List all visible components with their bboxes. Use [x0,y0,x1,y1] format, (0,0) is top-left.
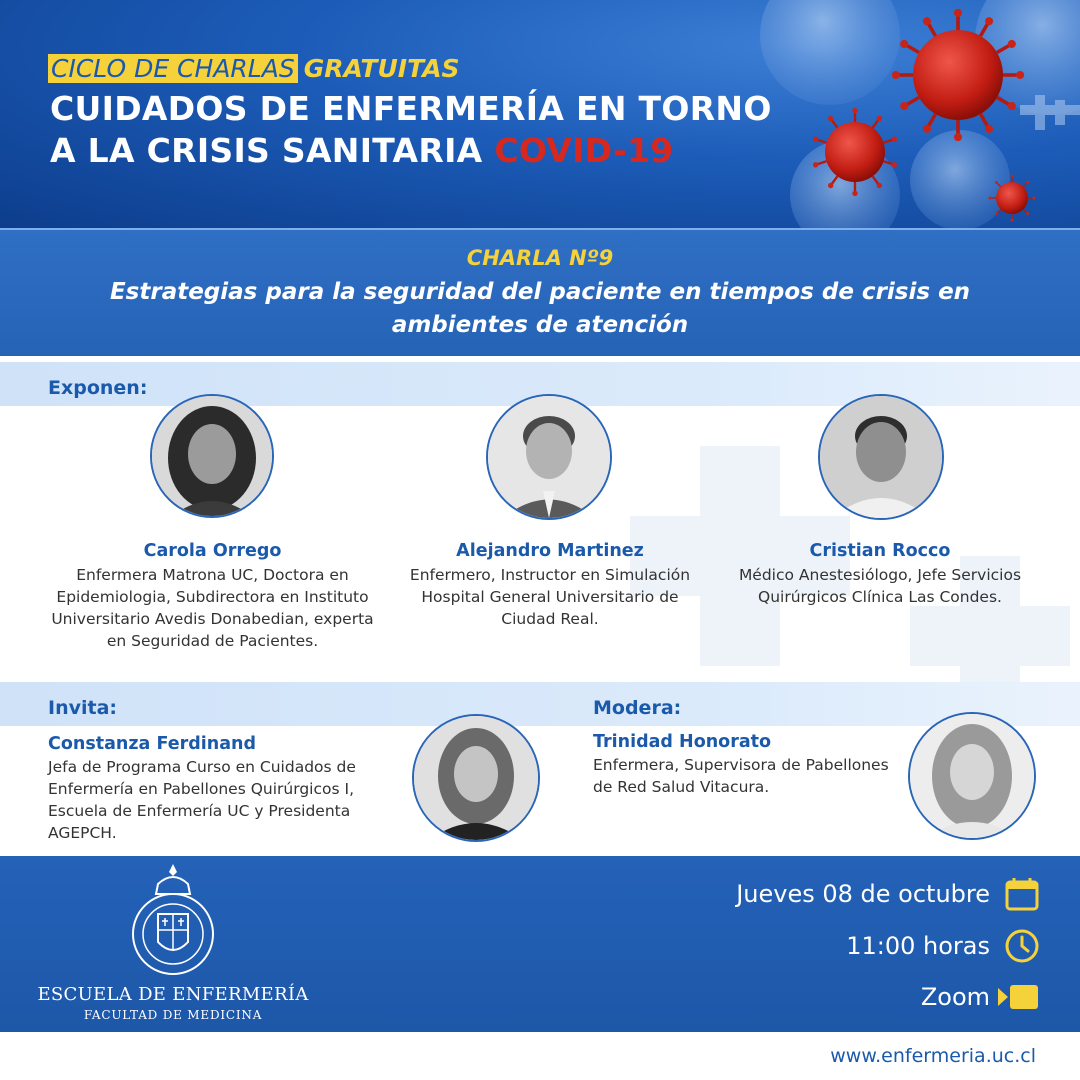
speaker-description: Enfermero, Instructor en Simulación Hospital General Universitario de Ciudad Real. [409,566,691,628]
background-cross [910,606,1070,666]
title-covid: COVID-19 [494,131,674,170]
faculty-name: FACULTAD DE MEDICINA [83,1008,263,1022]
event-platform [921,982,1040,1012]
header-banner [0,0,1080,228]
speaker-description: Médico Anestesiólogo, Jefe Servicios Quirúrgicos Clínica Las Condes. [738,566,1022,606]
host-photo [412,714,540,842]
university-crest [128,862,218,982]
talk-title: Estrategias para la seguridad del paciente en tiempos de crisis en ambientes de atención [109,279,971,338]
series-highlight: CICLO DE CHARLAS [48,54,298,83]
url-bar [0,1032,1080,1080]
host-name: Constanza Ferdinand [48,734,256,754]
main-title [50,88,772,172]
host-section-bar [0,682,1080,726]
series-heading [48,54,460,84]
talk-number: CHARLA Nº9 [466,246,614,270]
event-time-text: 11:00 horas [846,932,990,960]
speakers-label: Exponen: [48,377,148,399]
speaker-description: Enfermera Matrona UC, Doctora en Epidemiologia, Subdirectora en Instituto Universitario Avedis Donabedian, experta en Seguridad de Pacientes. [51,566,374,650]
host-description: Jefa de Programa Curso en Cuidados de Enfermería en Pabellones Quirúrgicos I, Escuela de Enfermería UC y Presidenta AGEPCH. [48,758,356,842]
title-line-2 [50,130,772,172]
event-date [736,876,1040,912]
moderator-description: Enfermera, Supervisora de Pabellones de Red Salud Vitacura. [593,756,889,796]
website-link[interactable]: www.enfermeria.uc.cl [830,1045,1036,1067]
school-name: ESCUELA DE ENFERMERÍA [37,984,309,1005]
speaker-name: Cristian Rocco [809,541,951,561]
clock-icon [1004,928,1040,964]
footer [0,856,1080,1032]
event-platform-text: Zoom [920,983,990,1011]
event-time [846,928,1040,964]
speaker-photo-alejandro [486,394,612,520]
speakers-area [0,356,1080,856]
calendar-icon [1004,876,1040,912]
moderator-photo [908,712,1036,840]
speaker-name: Carola Orrego [143,541,282,561]
title-line-2-text: A LA CRISIS SANITARIA [50,131,483,170]
speaker-photo-carola [150,394,274,518]
talk-band [0,228,1080,356]
moderator-name: Trinidad Honorato [593,732,772,752]
event-date-text: Jueves 08 de octubre [736,880,990,908]
video-camera-icon [996,982,1040,1012]
moderator-label: Modera: [593,697,682,719]
series-free: GRATUITAS [303,54,460,83]
speaker-name: Alejandro Martinez [456,541,644,561]
title-line-1: CUIDADOS DE ENFERMERÍA EN TORNO [50,89,772,128]
speaker-photo-cristian [818,394,944,520]
host-label: Invita: [48,697,117,719]
